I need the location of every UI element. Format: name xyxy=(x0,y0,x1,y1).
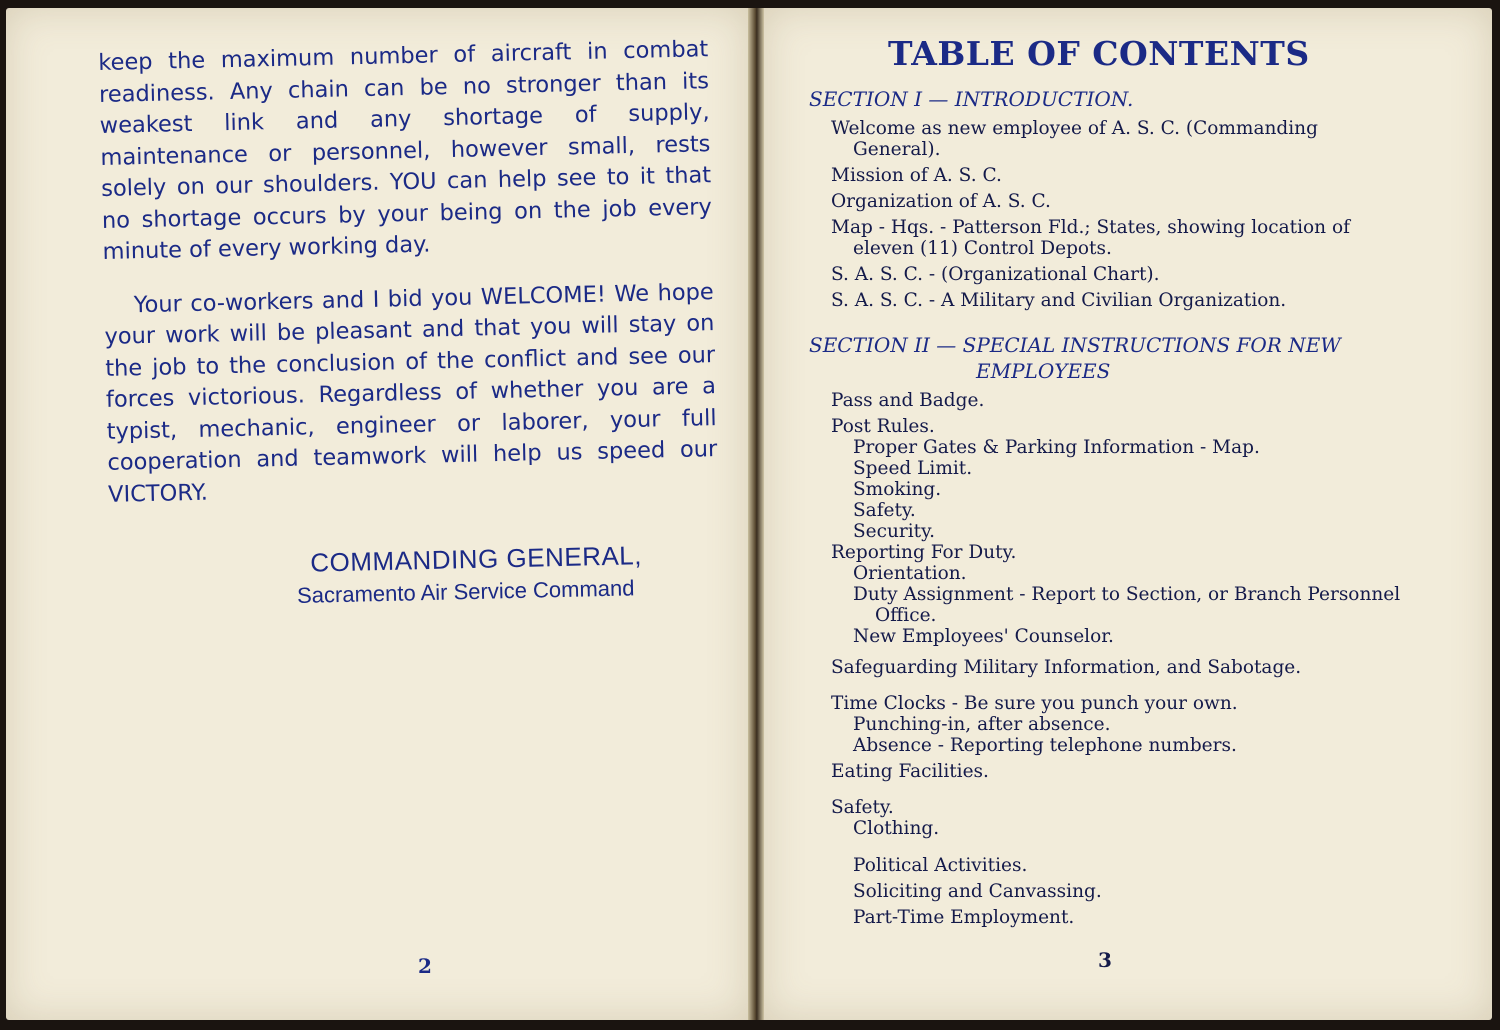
toc-entry-post-rules: Post Rules. xyxy=(831,416,935,437)
toc-entry: S. A. S. C. - A Military and Civilian Organization. xyxy=(831,290,1287,311)
page-number-right: 3 xyxy=(1098,948,1112,972)
toc-subentry: Orientation. xyxy=(853,563,967,584)
toc-subentry: Proper Gates & Parking Information - Map. xyxy=(853,437,1260,458)
toc-entry: Map - Hqs. - Patterson Fld.; States, showing location of eleven (11) Control Depots. xyxy=(831,217,1350,259)
toc-subentry: Political Activities. xyxy=(853,855,1028,876)
signature-title: COMMANDING GENERAL, xyxy=(309,540,643,578)
toc-entry: Welcome as new employee of A. S. C. (Commanding General). xyxy=(831,118,1318,160)
section-2-heading xyxy=(809,332,1405,384)
toc-subentry: Duty Assignment - Report to Section, or Branch Personnel Office. xyxy=(853,584,1401,626)
letter-paragraph-2: Your co-workers and I bid you WELCOME! We hope your work will be pleasant and that you will stay on the job to the conclusion of the conflict and see our forces victorious. Regardless of whether you are a typist, mechanic, engineer or laborer, your full cooperation and teamwork will help us speed our VICTORY. xyxy=(104,278,718,508)
section-2-heading-line-2: EMPLOYEES xyxy=(976,359,1111,383)
letter-paragraph-1: keep the maximum number of aircraft in combat readiness. Any chain can be no stronger than its weakest link and any shortage of supply, maintenance or personnel, however small, rests solely on our shoulders. YOU can help see to it that no shortage occurs by your being on the job every minute of every working day. xyxy=(98,36,713,265)
toc-subentry: Safety. xyxy=(853,500,916,521)
toc-subentry: Part-Time Employment. xyxy=(853,907,1075,928)
page-number-left: 2 xyxy=(418,954,432,978)
welcome-letter xyxy=(98,34,719,533)
toc-subentry: Soliciting and Canvassing. xyxy=(853,881,1102,902)
signature-block xyxy=(296,538,727,609)
toc-subentry: Absence - Reporting telephone numbers. xyxy=(853,735,1237,756)
book-gutter xyxy=(748,8,764,1020)
toc-entry: Mission of A. S. C. xyxy=(831,165,1002,186)
toc-subentry: Speed Limit. xyxy=(853,458,973,479)
table-of-contents xyxy=(809,86,1405,928)
toc-entry: S. A. S. C. - (Organizational Chart). xyxy=(831,264,1160,285)
left-page xyxy=(6,8,748,1020)
signature-organization: Sacramento Air Service Command xyxy=(296,575,635,608)
toc-subentry: Smoking. xyxy=(853,479,942,500)
toc-subentry: Security. xyxy=(853,521,935,542)
section-2-heading-line-1: SECTION II — SPECIAL INSTRUCTIONS FOR NEW xyxy=(809,333,1341,357)
toc-subentry: New Employees' Counselor. xyxy=(853,626,1114,647)
section-1-heading: SECTION I — INTRODUCTION. xyxy=(809,87,1134,111)
toc-entry-safeguarding: Safeguarding Military Information, and Sabotage. xyxy=(831,657,1302,678)
toc-entry-eating: Eating Facilities. xyxy=(831,761,989,782)
right-page xyxy=(764,8,1492,1020)
toc-title: TABLE OF CONTENTS xyxy=(888,34,1310,73)
toc-subentry: Punching-in, after absence. xyxy=(853,714,1111,735)
toc-subentry: Clothing. xyxy=(853,818,940,839)
toc-entry-safety: Safety. xyxy=(831,797,894,818)
toc-entry-pass-badge: Pass and Badge. xyxy=(831,390,985,411)
toc-entry: Organization of A. S. C. xyxy=(831,191,1051,212)
toc-entry-time-clocks: Time Clocks - Be sure you punch your own. xyxy=(831,693,1238,714)
toc-entry-reporting: Reporting For Duty. xyxy=(831,542,1017,563)
